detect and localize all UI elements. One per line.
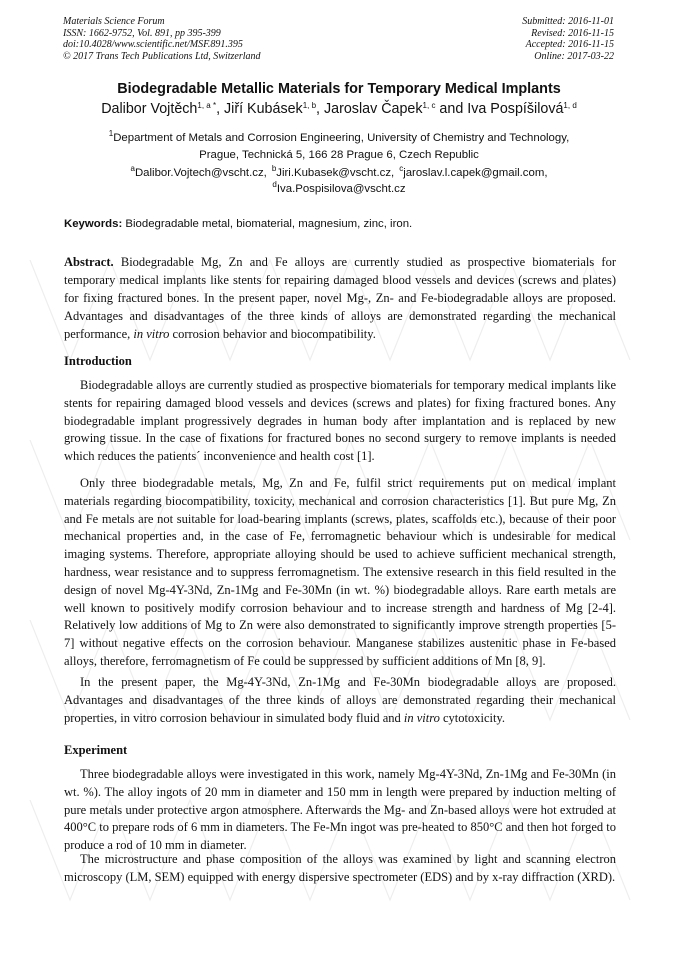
doi-line: doi:10.4028/www.scientific.net/MSF.891.395 bbox=[63, 39, 243, 50]
author-separator: , bbox=[316, 101, 324, 117]
intro-paragraph-1: Biodegradable alloys are currently studied as prospective biomaterials for temporary medical implants like stents for repairing damaged blood vessels and devices (screws and plates) for fixing fractured bones. Any biodegradable implant progressively degrades in human body after implantation and is replaced by new growing tissue. In the case of fixations for fractured bones no second surgery to remove implants is needed which reduces the patients´ inconvenience and health cost [1]. bbox=[64, 378, 616, 464]
keywords bbox=[64, 218, 616, 230]
section-heading-introduction: Introduction bbox=[64, 354, 132, 368]
online-date: Online: 2017-03-22 bbox=[534, 50, 614, 62]
section-heading-experiment: Experiment bbox=[64, 743, 128, 757]
author-emails bbox=[0, 165, 678, 197]
keywords-label: Keywords: bbox=[64, 218, 123, 230]
publication-dates bbox=[522, 16, 614, 62]
author-name: Jiří Kubásek bbox=[224, 101, 303, 117]
journal-info bbox=[63, 16, 261, 62]
issn-line: ISSN: 1662-9752, Vol. 891, pp 395-399 bbox=[63, 27, 221, 39]
intro-paragraph-2: Only three biodegradable metals, Mg, Zn and Fe, fulfil strict requirements put on medical implant materials regarding biocompatibility, toxicity, mechanical and corrosion characteristics [1]. But pure Mg, Zn and Fe metals are not suitable for load-bearing implants (screws, plates, scaffolds etc.), because of their poor mechanical properties and, in the case of Fe, ferromagnetic behaviour which is undesirable for medical imaging systems. Therefore, appropriate alloying should be used to achieve sufficient mechanical strength, hardness, wear resistance and to suppress ferromagnetism. The extensive research in this field resulted in the design of novel Mg-4Y-3Nd, Zn-1Mg and Fe-30Mn (in wt. %) biodegradable alloys. Rare earth metals are well known to positively modify corrosion behaviour and to increase strength and hardness of Mg [2-4]. Relatively low additions of Mg to Zn were also demonstrated to significantly improve strength properties [5-7] without negative effects on the corrosion behaviour. Manganese stabilizes austenitic phase in Fe-based alloys, therefore, ferromagnetism of Fe could be suppressed by sufficient additions of Mn [8, 9]. bbox=[64, 476, 616, 668]
accepted-date: Accepted: 2016-11-15 bbox=[525, 39, 614, 50]
keywords-text: Biodegradable metal, biomaterial, magnesium, zinc, iron. bbox=[125, 218, 413, 230]
abstract-label: Abstract. bbox=[64, 255, 114, 269]
abstract bbox=[64, 253, 616, 343]
author-affil-mark: 1, c bbox=[422, 101, 436, 110]
author-affil-mark: 1, b bbox=[302, 101, 317, 110]
email-link[interactable]: Dalibor.Vojtech@vscht.cz, bbox=[134, 167, 267, 179]
author-separator: and bbox=[435, 101, 468, 117]
email-link[interactable]: jaroslav.l.capek@gmail.com, bbox=[403, 167, 548, 179]
email-mark: b bbox=[271, 164, 277, 173]
email-mark: c bbox=[399, 164, 404, 173]
abstract-italic: in vitro bbox=[133, 327, 170, 341]
experiment-paragraph-1: Three biodegradable alloys were investigated in this work, namely Mg-4Y-3Nd, Zn-1Mg and Fe-30Mn (in wt. %). The alloy ingots of 20 mm in diameter and 150 mm in length were prepared by induction melting of pure metals under protective argon atmosphere. Afterwards the Mg- and Zn-based alloys were hot extruded at 400°C to prepare rods of 6 mm in diameters. The Fe-Mn ingot was pre-heated to 850°C and then hot forged to produce a rod of 10 mm in diameter. bbox=[64, 767, 616, 853]
author-list bbox=[0, 101, 678, 117]
affiliation-line: Prague, Technická 5, 166 28 Prague 6, Czech Republic bbox=[199, 148, 479, 161]
author-name: Jaroslav Čapek bbox=[324, 101, 423, 117]
submitted-date: Submitted: 2016-11-01 bbox=[522, 16, 614, 27]
copyright-line: © 2017 Trans Tech Publications Ltd, Switzerland bbox=[63, 50, 261, 62]
paragraph-italic: in vitro bbox=[403, 710, 440, 725]
email-mark: a bbox=[130, 164, 135, 173]
email-mark: d bbox=[272, 180, 277, 189]
paragraph-text: cytotoxicity. bbox=[443, 710, 506, 725]
email-link[interactable]: Jiri.Kubasek@vscht.cz, bbox=[276, 167, 395, 179]
affiliation bbox=[0, 130, 678, 163]
journal-name: Materials Science Forum bbox=[63, 16, 165, 27]
paragraph-text: In the present paper, the Mg-4Y-3Nd, Zn-1Mg and Fe-30Mn biodegradable alloys are proposed. Advantages and disadvantages of the three kinds of alloys are demonstrated regarding their mechanical properties, in vitro corrosion behaviour in simulated body fluid and bbox=[64, 675, 616, 725]
abstract-text: corrosion behavior and biocompatibility. bbox=[172, 327, 376, 341]
author-affil-mark: 1, a * bbox=[197, 101, 217, 110]
affiliation-line: Department of Metals and Corrosion Engineering, University of Chemistry and Technology, bbox=[113, 132, 570, 144]
abstract-text: Biodegradable Mg, Zn and Fe alloys are currently studied as prospective biomaterials for temporary medical implants like stents for repairing damaged blood vessels and devices (screws and plates) for fixing fractured bones. In the present paper, novel Mg-, Zn- and Fe-biodegradable alloys are proposed. Advantages and disadvantages of the three kinds of alloys are demonstrated regarding the mechanical performance, bbox=[64, 255, 617, 341]
author-name: Dalibor Vojtěch bbox=[101, 101, 198, 117]
revised-date: Revised: 2016-11-15 bbox=[531, 27, 614, 39]
intro-paragraph-3 bbox=[64, 674, 616, 727]
author-separator: , bbox=[216, 101, 225, 117]
experiment-paragraph-2: The microstructure and phase composition of the alloys was examined by light and scanning electron microscopy (LM, SEM) equipped with energy dispersive spectrometer (EDS) and by x-ray diffraction (XRD). bbox=[64, 852, 616, 884]
author-name: Iva Pospíšilová bbox=[467, 101, 564, 117]
affiliation-mark: 1 bbox=[108, 129, 114, 138]
email-link[interactable]: Iva.Pospisilova@vscht.cz bbox=[276, 183, 406, 195]
paper-title: Biodegradable Metallic Materials for Temporary Medical Implants bbox=[117, 81, 561, 97]
author-affil-mark: 1, d bbox=[563, 101, 577, 110]
